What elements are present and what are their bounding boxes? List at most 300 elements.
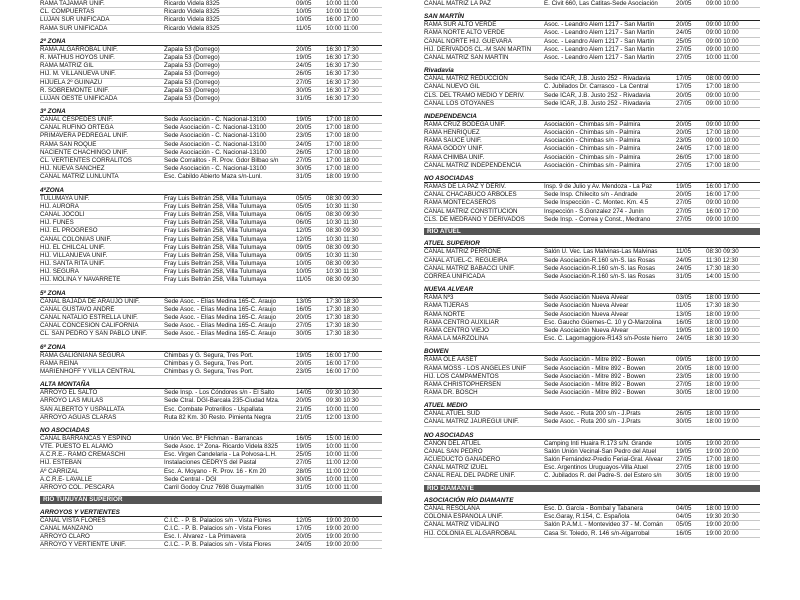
cell-location: Salón Fernández-Predio Ferial-Gral. Alvear — [544, 456, 663, 463]
cell-time: 19:00 20:00 — [326, 516, 359, 524]
cell-name: RAMA HENRIQUEZ — [424, 129, 480, 137]
cell-time: 09:00 10:00 — [706, 137, 739, 145]
cell-time: 16:00 17:00 — [706, 183, 739, 190]
table-row — [40, 95, 382, 103]
cell-time: 18:00 19:00 — [706, 505, 739, 513]
cell-name: RAMA SAUCE UNIF. — [424, 137, 482, 145]
cell-location: Sede Asociación - C. Nacional-13100 — [164, 116, 267, 124]
cell-location: Esc. Combate Potrerillos - Uspallata — [164, 405, 264, 413]
cell-date: 26/05 — [676, 153, 692, 161]
cell-location: Asociación - Chimbas s/n - Palmira — [544, 161, 641, 169]
cell-name: CL. VERTIENTES CORRALITOS — [40, 157, 132, 164]
cell-name: A.C.R.E.- RAMO CREMASCHI — [40, 451, 126, 459]
table-row — [40, 141, 382, 149]
cell-date: 17/05 — [676, 83, 692, 91]
cell-location: Sede Asoc. - Elías Medina 165-C. Araujo — [164, 297, 277, 305]
cell-name: RAMA OLE AASET — [424, 356, 478, 364]
cell-date: 27/05 — [676, 456, 692, 463]
cell-time: 19:00 20:00 — [706, 447, 739, 455]
table-row — [424, 448, 760, 456]
cell-date: 26/05 — [296, 148, 312, 156]
cell-date: 13/05 — [296, 297, 312, 305]
cell-date: 27/05 — [676, 53, 692, 61]
cell-date: 27/05 — [296, 459, 312, 467]
cell-location: Asoc. - Leandro Alem 1217 - San Martín — [544, 37, 655, 45]
cell-time: 18:00 19:00 — [706, 356, 739, 364]
table-row — [40, 298, 382, 306]
cell-name: LUJAN SUR UNIFICADA — [40, 16, 110, 24]
cell-date: 31/05 — [676, 273, 692, 280]
cell-time: 17:00 18:00 — [706, 153, 739, 161]
river-band: RÍO ATUEL — [424, 228, 760, 236]
cell-name: RAMA Nº3 — [424, 294, 454, 302]
cell-location: Sede Corralitos - R. Prov. Gdor Bilbao s/n — [164, 157, 279, 164]
cell-time: 09:00 10:00 — [706, 215, 739, 223]
cell-name: CANAL MATRIZ LUNLUNTA — [40, 173, 119, 181]
table-row — [424, 389, 760, 397]
cell-date: 16/05 — [296, 434, 312, 442]
cell-time: 17:30 18:30 — [326, 314, 359, 321]
cell-name: ARROYO Y VERTIENTE UNIF. — [40, 541, 126, 549]
cell-location: Esc. Cabildo Abierto Maza s/n-Lunl. — [164, 173, 263, 181]
cell-time: 08:30 09:30 — [326, 243, 359, 251]
cell-time: 09:00 10:00 — [706, 0, 739, 7]
zone-heading: NO ASOCIADAS — [424, 430, 760, 440]
cell-location: Zapala 53 (Dorrego) — [164, 70, 220, 78]
cell-time: 16:30 17:30 — [326, 78, 359, 86]
cell-name: CANAL MATRIZ JÁUREGUI UNIF. — [424, 418, 519, 426]
cell-name: ACUEDUCTO GANADERO — [424, 456, 501, 463]
cell-date: 31/05 — [296, 484, 312, 491]
cell-location: Asociación - Chimbas s/n - Palmira — [544, 153, 641, 161]
cell-date: 11/05 — [296, 24, 312, 32]
cell-date: 27/05 — [296, 322, 312, 330]
cell-name: HIJ. ESTEBAN — [40, 459, 82, 467]
right-column — [424, 0, 760, 600]
cell-name: CANAL MATRIZ VIDALINO — [424, 521, 500, 529]
table-row — [40, 211, 382, 219]
cell-date: 20/05 — [676, 0, 692, 7]
cell-time: 17:00 18:00 — [326, 116, 359, 124]
cell-date: 19/05 — [296, 53, 312, 61]
cell-date: 19/05 — [676, 183, 692, 190]
cell-date: 06/05 — [296, 219, 312, 227]
cell-name: RAMA CENTRO AUXILIAR — [424, 318, 499, 326]
table-row — [424, 137, 760, 145]
cell-location: Sede Asoc. - Ruta 200 s/n - J.Prats — [544, 418, 641, 426]
cell-name: CANAL GUSTAVO ANDRÉ — [40, 305, 115, 313]
cell-name: RAMA DR. BOSCH — [424, 389, 478, 397]
cell-time: 09:00 10:00 — [706, 99, 739, 107]
cell-time: 09:00 10:00 — [706, 45, 739, 53]
cell-date: 11/05 — [296, 276, 312, 284]
table-row — [424, 273, 760, 281]
zone-heading: Rivadavia — [424, 65, 760, 75]
cell-date: 30/05 — [676, 472, 692, 480]
table-row — [40, 352, 382, 360]
cell-location: Sede Asociación - Mitre 892 - Bowen — [544, 356, 646, 364]
table-row — [40, 476, 382, 484]
cell-date: 13/05 — [676, 310, 692, 318]
cell-time: 17:00 18:00 — [706, 129, 739, 137]
table-row — [40, 0, 382, 8]
cell-name: RAMA CHRISTOPHERSEN — [424, 380, 501, 388]
cell-time: 18:00 19:00 — [706, 372, 739, 380]
cell-date: 16/05 — [296, 305, 312, 313]
zone-heading: 6º ZONA — [40, 342, 382, 352]
cell-time: 10:00 11:00 — [706, 53, 739, 61]
cell-time: 18:00 19:00 — [706, 310, 739, 318]
cell-name: HIJ. M. VILLANUEVA UNIF. — [40, 70, 116, 78]
table-row — [424, 327, 760, 335]
cell-date: 30/05 — [296, 165, 312, 173]
river-band: RÍO DIAMANTE — [424, 485, 760, 493]
cell-time: 10:00 11:00 — [326, 0, 359, 7]
cell-location: Fray Luis Beltrán 258, Villa Tulumaya — [164, 260, 267, 268]
table-row — [424, 464, 760, 472]
cell-name: HIJUELA 2º GUIÑAZÚ — [40, 78, 103, 86]
table-row — [40, 276, 382, 284]
cell-name: CANAL MATRIZ CONSTITUCIÓN — [424, 207, 518, 215]
cell-location: Chimbas y G. Segura, Tres Port. — [164, 367, 254, 375]
cell-name: COLONIA ESPAÑOLA UNIF. — [424, 513, 503, 521]
table-row — [424, 257, 760, 265]
cell-location: Sede Asociación-R.160 s/n-S. las Rosas — [544, 273, 656, 280]
cell-date: 04/05 — [676, 513, 692, 521]
table-row — [40, 195, 382, 203]
cell-time: 10:00 11:00 — [326, 405, 359, 413]
cell-time: 18:00 19:00 — [706, 464, 739, 472]
cell-location: Sede Asociación Nueva Alvear — [544, 326, 629, 334]
cell-time: 10:00 11:00 — [326, 443, 359, 451]
cell-date: 12/05 — [296, 227, 312, 235]
table-row — [424, 145, 760, 153]
cell-date: 27/05 — [296, 157, 312, 164]
cell-location: Zapala 53 (Dorrego) — [164, 94, 220, 102]
cell-location: Sede Asociación - C. Nacional-13100 — [164, 124, 267, 132]
cell-location: Fray Luis Beltrán 258, Villa Tulumaya — [164, 268, 267, 276]
cell-name: HIJ. EL CHILCAL UNIF. — [40, 243, 105, 251]
cell-location: Casa Sr. Toledo, R. 146 s/n-Algarrobal — [544, 529, 650, 537]
cell-date: 12/05 — [296, 235, 312, 243]
table-row — [424, 121, 760, 129]
cell-name: CORREA UNIFICADA — [424, 273, 486, 280]
cell-date: 24/05 — [676, 256, 692, 264]
cell-date: 24/05 — [676, 264, 692, 272]
cell-date: 20/05 — [296, 397, 312, 405]
cell-location: Chimbas y G. Segura, Tres Port. — [164, 359, 254, 367]
zone-heading: 3º ZONA — [40, 106, 382, 116]
cell-location: Asoc. - Leandro Alem 1217 - San Martín — [544, 53, 655, 61]
cell-location: Sede ICAR, J.B. Justo 252 - Rivadavia — [544, 75, 651, 83]
cell-name: ARROYO EL SALTO — [40, 389, 98, 397]
table-row — [40, 314, 382, 322]
cell-date: 30/05 — [296, 475, 312, 483]
table-row — [424, 154, 760, 162]
cell-name: CANAL ATUEL-C. REGUEIRA — [424, 256, 508, 264]
table-row — [40, 132, 382, 140]
table-row — [424, 335, 760, 343]
cell-time: 19:00 20:00 — [326, 533, 359, 541]
cell-name: RAMA SAN ROQUE — [40, 140, 97, 148]
cell-time: 08:30 09:30 — [326, 260, 359, 268]
cell-name: HIJ. LOS CAMPAMENTOS — [424, 372, 499, 380]
cell-name: CANAL MANZANO — [40, 524, 94, 532]
table-row — [40, 79, 382, 87]
table-row — [40, 360, 382, 368]
cell-location: E. Civit 660, Las Catitas-Sede Asociación — [544, 0, 658, 7]
cell-location: Insp. 9 de Julio y Av. Mendoza - La Paz — [544, 183, 653, 190]
cell-date: 26/05 — [676, 410, 692, 418]
cell-time: 10:30 11:30 — [326, 219, 359, 227]
cell-location: Sede Asociación - C. Nacional-13100 — [164, 132, 267, 140]
cell-date: 17/05 — [296, 524, 312, 532]
cell-date: 19/05 — [676, 326, 692, 334]
cell-name: RAMA CHIMBA UNIF. — [424, 153, 485, 161]
cell-location: Instalaciones CEDRYS del Pastal — [164, 459, 257, 467]
cell-location: Ricardo Videla 8325 — [164, 16, 220, 24]
zone-heading: ALTA MONTAÑA — [40, 379, 382, 389]
cell-location: Salón U. Vec. Las Malvinas-Las Malvinas — [544, 248, 658, 256]
table-row — [424, 472, 760, 480]
cell-time: 09:00 10:00 — [706, 29, 739, 37]
cell-date: 19/05 — [296, 443, 312, 451]
cell-name: CAÑÓN DEL ATUEL — [424, 439, 481, 447]
cell-location: C. Jubilados Dr. Carrasco - La Central — [544, 83, 649, 91]
cell-time: 17:30 18:30 — [706, 264, 739, 272]
table-row — [424, 265, 760, 273]
cell-name: RAMA CENTRO VIEJO — [424, 326, 489, 334]
cell-location: C. Jubilados R. del Padre-S. del Estero s/n — [544, 472, 662, 480]
cell-location: Ricardo Videla 8325 — [164, 24, 220, 32]
cell-time: 17:00 18:00 — [326, 165, 359, 173]
table-row — [40, 468, 382, 476]
cell-time: 16:00 17:00 — [706, 207, 739, 215]
cell-time: 09:30 10:30 — [326, 397, 359, 405]
cell-location: Sede Asociación - Mitre 892 - Bowen — [544, 380, 646, 388]
cell-date: 31/05 — [296, 94, 312, 102]
cell-date: 14/05 — [296, 389, 312, 397]
cell-name: RAMA TIJERAS — [424, 302, 469, 310]
cell-name: CL. SAN PEDRO Y SAN PABLO UNIF. — [40, 330, 147, 338]
cell-location: Asociación - Chimbas s/n - Palmira — [544, 145, 641, 153]
cell-time: 19:00 20:00 — [326, 524, 359, 532]
table-row — [40, 252, 382, 260]
table-row — [424, 410, 760, 418]
cell-name: CANAL RESOLANA — [424, 505, 480, 513]
cell-time: 18:30 19:30 — [706, 335, 739, 343]
cell-time: 18:00 19:00 — [706, 410, 739, 418]
cell-location: Sede Asociación - C. Nacional-13100 — [164, 165, 267, 173]
table-row — [424, 365, 760, 373]
table-row — [40, 203, 382, 211]
cell-location: Sede Insp. Chilecito s/n - Andrade — [544, 191, 638, 199]
cell-time: 16:00 17:00 — [326, 367, 359, 375]
table-row — [40, 306, 382, 314]
cell-time: 17:00 18:00 — [706, 456, 739, 463]
cell-name: RAMA CRUZ BODEGA UNIF. — [424, 120, 506, 128]
cell-name: CANAL LOS OTOYANES — [424, 99, 495, 107]
cell-date: 19/05 — [296, 116, 312, 124]
table-row — [424, 92, 760, 100]
cell-time: 17:30 18:30 — [326, 330, 359, 338]
cell-location: Sede Asociación Nueva Alvear — [544, 302, 629, 310]
table-row — [424, 373, 760, 381]
table-row — [424, 302, 760, 310]
table-row — [40, 322, 382, 330]
cell-date: 24/05 — [296, 62, 312, 70]
cell-time: 18:00 19:00 — [706, 389, 739, 397]
cell-location: Fray Luis Beltrán 258, Villa Tulumaya — [164, 276, 267, 284]
cell-time: 09:00 10:00 — [706, 91, 739, 99]
cell-time: 10:00 11:00 — [326, 24, 359, 32]
cell-location: Asociación - Chimbas s/n - Palmira — [544, 137, 641, 145]
cell-time: 11:00 12:00 — [326, 467, 359, 475]
cell-date: 20/05 — [676, 191, 692, 199]
table-row — [424, 311, 760, 319]
cell-date: 27/05 — [676, 99, 692, 107]
table-row — [40, 533, 382, 541]
cell-name: NACIENTE CHACHINGO UNIF. — [40, 148, 129, 156]
table-row — [40, 149, 382, 157]
cell-name: CANAL MATRIZ INDEPENDENCIA — [424, 161, 522, 169]
cell-name: RAMA NORTE — [424, 310, 465, 318]
cell-date: 12/05 — [296, 516, 312, 524]
cell-time: 18:00 19:00 — [706, 294, 739, 302]
cell-date: 03/05 — [676, 294, 692, 302]
cell-name: HIJ. EL PROGRESO — [40, 227, 98, 235]
cell-location: Salón P.A.M.I. - Montevideo 37 - M. Comán — [544, 521, 663, 529]
cell-time: 10:00 11:00 — [326, 475, 359, 483]
cell-date: 11/05 — [676, 302, 692, 310]
table-row — [40, 517, 382, 525]
cell-date: 09/05 — [296, 251, 312, 259]
cell-time: 09:00 10:00 — [706, 120, 739, 128]
cell-date: 26/05 — [296, 70, 312, 78]
cell-location: Ricardo Videla 8325 — [164, 8, 220, 16]
cell-time: 08:30 09:30 — [706, 248, 739, 256]
cell-date: 05/05 — [296, 202, 312, 210]
cell-date: 10/05 — [296, 8, 312, 16]
cell-date: 28/05 — [296, 467, 312, 475]
table-row — [40, 525, 382, 533]
cell-name: HIJ. NUEVA SÁNCHEZ — [40, 165, 105, 173]
table-row — [424, 191, 760, 199]
cell-time: 17:30 18:30 — [326, 297, 359, 305]
cell-date: 06/05 — [296, 210, 312, 218]
cell-date: 09/05 — [676, 356, 692, 364]
cell-name: SAN ALBERTO Y USPALLATA — [40, 405, 125, 413]
cell-time: 10:00 11:00 — [326, 484, 359, 491]
cell-location: Sede Asoc. 1º Zona- Ricardo Videla 8325 — [164, 443, 278, 451]
cell-time: 18:00 19:00 — [706, 364, 739, 372]
cell-location: Fray Luis Beltrán 258, Villa Tulumaya — [164, 194, 267, 202]
zone-heading: NUEVA ALVEAR — [424, 284, 760, 294]
cell-time: 09:00 10:00 — [706, 21, 739, 29]
cell-location: Asociación - Chimbas s/n - Palmira — [544, 129, 641, 137]
zone-heading: NO ASOCIADAS — [40, 425, 382, 435]
cell-time: 16:00 17:00 — [326, 359, 359, 367]
cell-time: 16:00 17:00 — [326, 16, 359, 24]
cell-name: CANAL VISTA FLORES — [40, 516, 106, 524]
cell-time: 12:00 13:00 — [326, 413, 359, 421]
table-row — [424, 83, 760, 91]
zone-heading: 2º ZONA — [40, 36, 382, 46]
table-row — [424, 29, 760, 37]
table-row — [424, 38, 760, 46]
table-row — [40, 62, 382, 70]
cell-name: CANAL MATRIZ REDUCCIÓN — [424, 75, 508, 83]
cell-time: 09:00 10:00 — [706, 37, 739, 45]
cell-location: Fray Luis Beltrán 258, Villa Tulumaya — [164, 227, 267, 235]
cell-name: CANAL RUFINO ORTEGA — [40, 124, 114, 132]
zone-heading: ASOCIACIÓN RÍO DIAMANTE — [424, 495, 760, 505]
cell-name: CLS. DE MEDRANO Y DERIVADOS — [424, 215, 525, 223]
cell-time: 08:30 09:30 — [326, 276, 359, 284]
cell-location: Esc. A. Moyano - R. Prov. 16 - Km 20 — [164, 467, 267, 475]
cell-name: CANAL JOCOLÍ — [40, 210, 85, 218]
table-row — [424, 216, 760, 224]
table-row — [40, 268, 382, 276]
table-row — [424, 319, 760, 327]
cell-name: Aº CARRIZAL — [40, 467, 79, 475]
cell-date: 27/05 — [676, 45, 692, 53]
zone-heading: INDEPENDENCIA — [424, 111, 760, 121]
cell-time: 11:30 12:30 — [706, 256, 739, 264]
cell-date: 10/05 — [676, 439, 692, 447]
cell-location: Esc. C. Lagomaggiore-R143 s/n-Poste hierro — [544, 335, 668, 343]
cell-date: 27/05 — [676, 215, 692, 223]
cell-time: 10:30 11:30 — [326, 202, 359, 210]
table-row — [424, 356, 760, 364]
cell-location: Zapala 53 (Dorrego) — [164, 86, 220, 94]
cell-time: 19:00 20:00 — [326, 541, 359, 549]
cell-date: 25/05 — [296, 451, 312, 459]
cell-name: CANAL CÉSPEDES UNIF. — [40, 116, 114, 124]
cell-time: 18:00 19:00 — [706, 380, 739, 388]
cell-date: 20/05 — [676, 364, 692, 372]
cell-name: HIJ. VILLANUEVA UNIF. — [40, 251, 108, 259]
cell-time: 08:30 09:30 — [326, 194, 359, 202]
cell-name: CANAL MATRIZ IZUEL — [424, 464, 488, 472]
cell-date: 27/05 — [676, 207, 692, 215]
cell-location: Inspección - S.Gonzalez 274 - Junín — [544, 207, 644, 215]
cell-location: Asoc. - Leandro Alem 1217 - San Martín — [544, 21, 655, 29]
cell-location: Fray Luis Beltrán 258, Villa Tulumaya — [164, 210, 267, 218]
cell-name: R. MATHUS HOYOS UNIF. — [40, 53, 115, 61]
table-row — [40, 414, 382, 422]
cell-time: 17:00 18:00 — [706, 161, 739, 169]
table-row — [40, 459, 382, 467]
cell-name: RAMA REINA — [40, 359, 79, 367]
table-row — [40, 219, 382, 227]
cell-name: HIJ. AURORA — [40, 202, 79, 210]
cell-location: Sede Asociación-R.160 s/n-S. las Rosas — [544, 256, 656, 264]
table-row — [40, 70, 382, 78]
cell-date: 27/05 — [676, 464, 692, 472]
cell-name: CANAL NATALIO ESTRELLA UNIF. — [40, 314, 138, 321]
zone-heading: SAN MARTÍN — [424, 11, 760, 21]
table-row — [40, 87, 382, 95]
table-row — [40, 16, 382, 24]
cell-name: HIJ. COLONIA EL ALGARROBAL — [424, 529, 517, 537]
cell-location: Sede Insp. - Los Cóndores s/n - El Salto — [164, 389, 275, 397]
cell-name: TULUMAYA UNIF. — [40, 194, 90, 202]
cell-time: 19:00 20:00 — [706, 439, 739, 447]
cell-time: 08:00 09:00 — [706, 75, 739, 83]
cell-location: C.I.C. - P. B. Palacios s/n - Vista Flores — [164, 524, 272, 532]
cell-date: 10/05 — [296, 268, 312, 276]
